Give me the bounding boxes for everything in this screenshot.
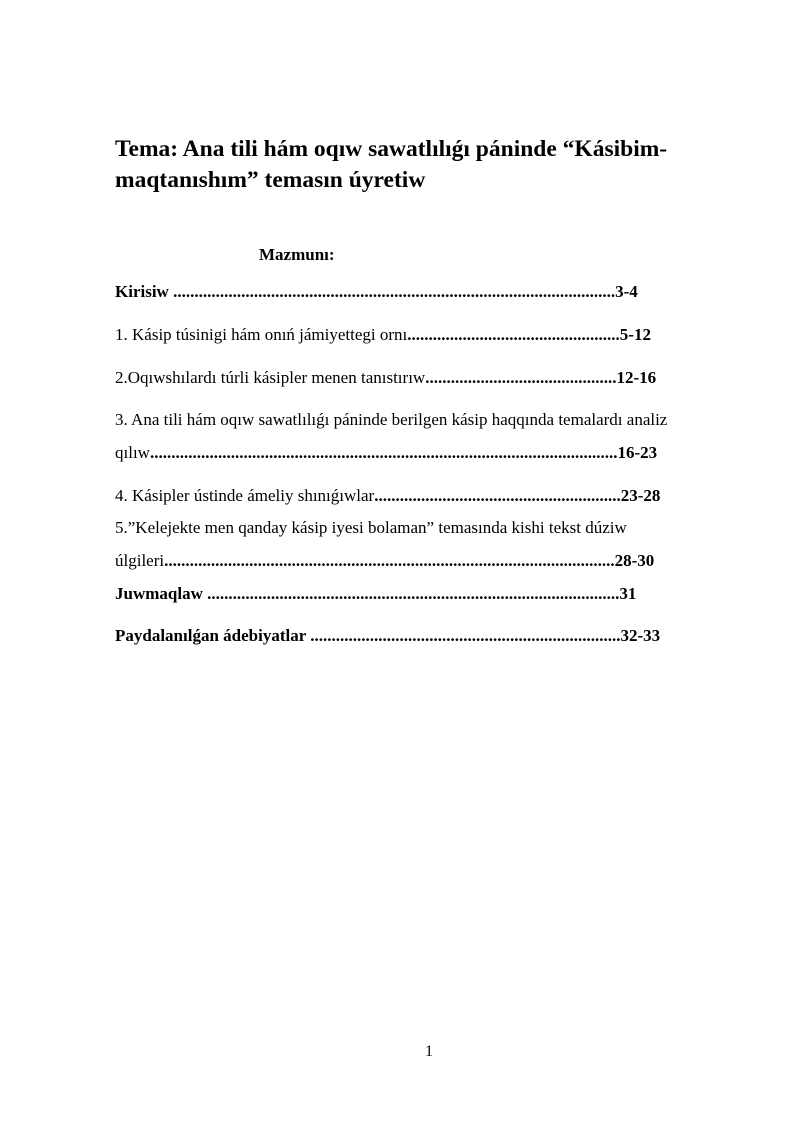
toc-pages: 32-33 [620,626,661,645]
toc-entry-3-line-2 [115,443,657,463]
toc-label: 5.”Kelejekte men qanday kásip iyesi bolaman” temasında kishi tekst dúziw [115,518,627,537]
toc-pages: 12-16 [616,368,657,387]
toc-entry-5-line-1 [115,518,627,538]
page-number: 1 [425,1043,433,1060]
toc-leader: ............................................. [425,368,617,387]
toc-entry-kirisiw [115,282,638,302]
toc-entry-4 [115,486,660,506]
toc-entry-1 [115,325,651,345]
toc-label: 4. Kásipler ústinde ámeliy shınıǵıwlar [115,486,375,505]
toc-leader: .................................................. [407,325,620,344]
toc-label: Kirisiw [115,282,174,301]
toc-entry-juwmaqlaw [115,584,636,604]
document-title [115,134,715,196]
toc-entry-5-line-2 [115,551,654,571]
toc-label: qılıw [115,443,150,462]
toc-label: 3. Ana tili hám oqıw sawatlılıǵı páninde berilgen kásip haqqında temalardı analiz [115,410,668,429]
toc-pages: 3-4 [615,282,638,301]
toc-leader: .......................................................................................................... [164,551,615,570]
toc-pages: 23-28 [620,486,661,505]
toc-label: úlgileri [115,551,165,570]
toc-pages: 28-30 [614,551,655,570]
toc-pages: 16-23 [617,443,658,462]
toc-pages: 5-12 [619,325,651,344]
toc-entry-paydalanilgan [115,626,660,646]
title-line-2: maqtanıshım” temasın úyretiw [115,167,426,193]
toc-label: 2.Oqıwshılardı túrli kásipler menen tanıstırıw [115,368,426,387]
toc-label: 1. Kásip túsinigi hám onıń jámiyettegi ornı [115,325,408,344]
toc-leader: ........................................................................................................ [173,282,616,301]
toc-leader: ................................................................................................. [207,584,620,603]
toc-leader: .......................................................... [374,486,621,505]
toc-leader: .............................................................................................................. [149,443,618,462]
toc-label: Paydalanılǵan ádebiyatlar [115,626,311,645]
toc-entry-3-line-1 [115,410,667,430]
title-line-1: Tema: Ana tili hám oqıw sawatlılıǵı páninde “Kásibim- [115,136,668,162]
toc-leader: ......................................................................... [310,626,621,645]
toc-pages: 31 [619,584,637,603]
toc-entry-2 [115,368,656,388]
toc-label: Juwmaqlaw [115,584,208,603]
toc-heading: Mazmunı: [259,245,335,264]
